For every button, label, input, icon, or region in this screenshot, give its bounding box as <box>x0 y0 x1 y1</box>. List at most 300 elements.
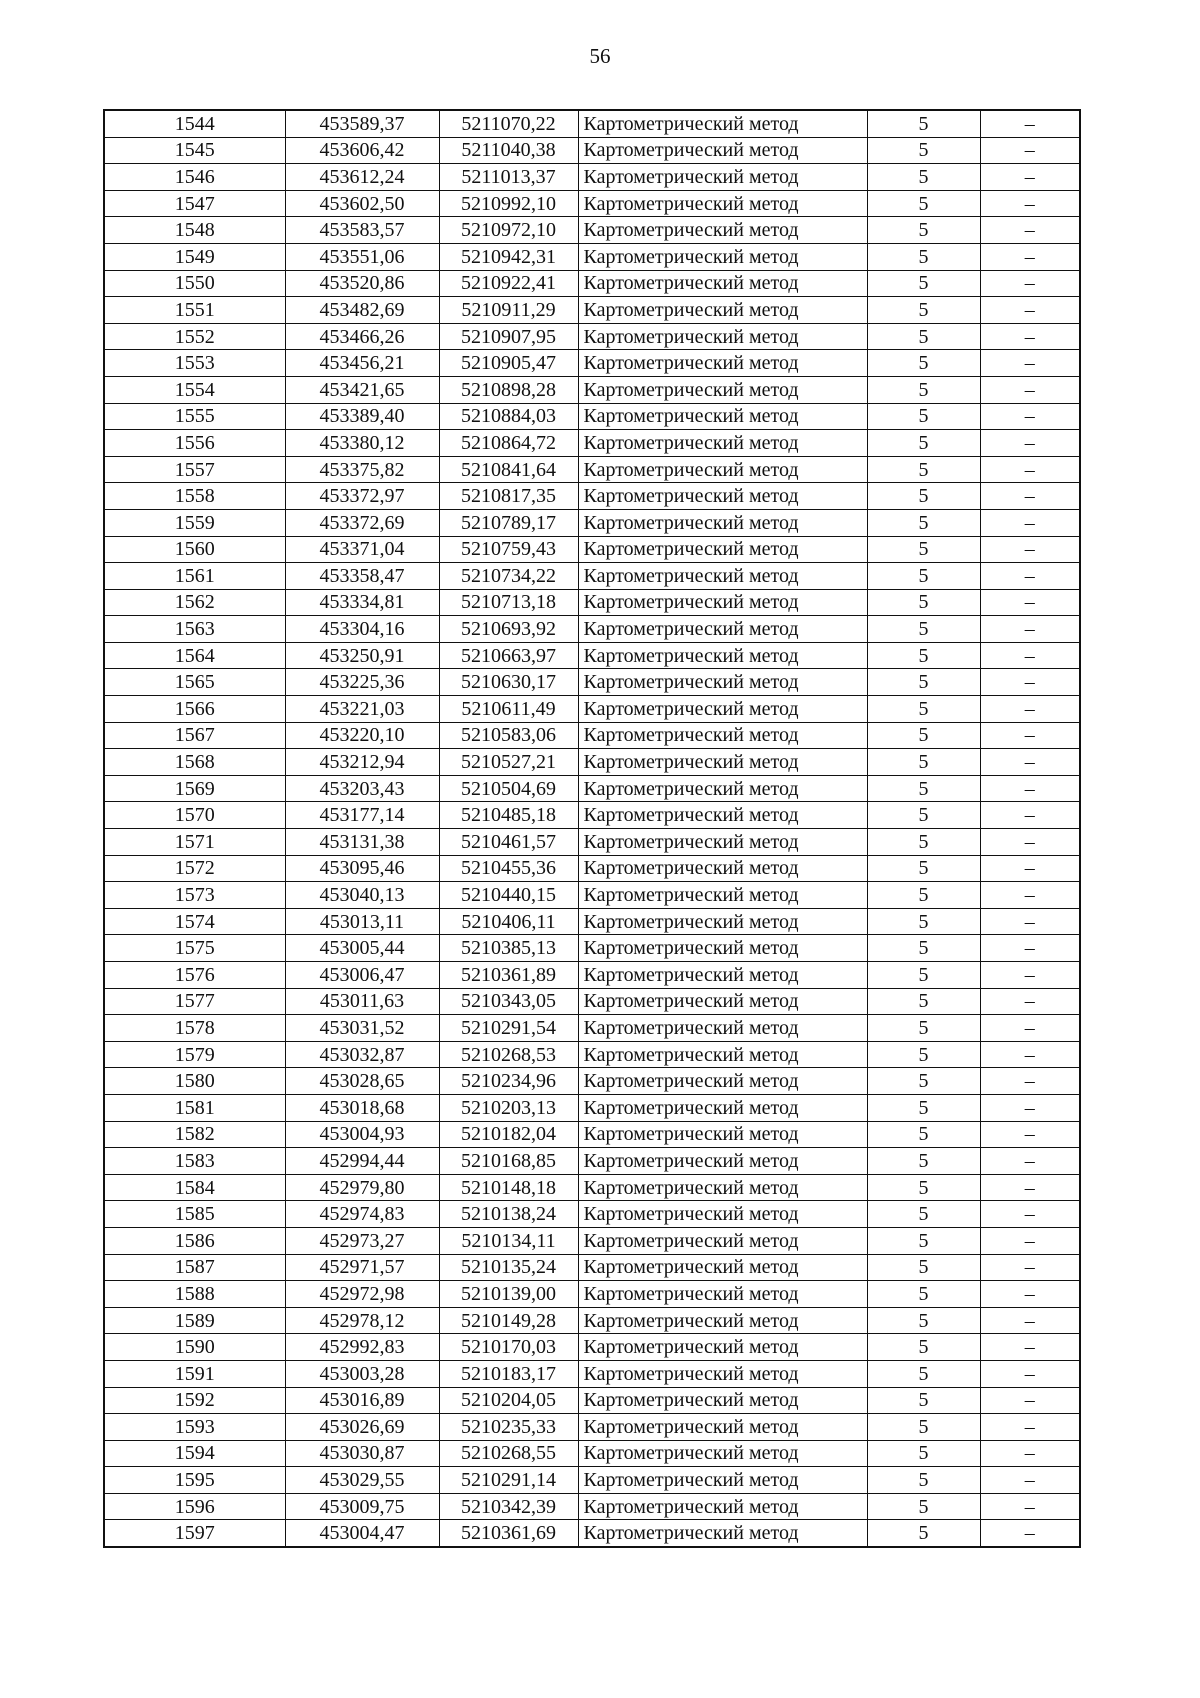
point-number-cell: 1572 <box>104 855 285 882</box>
note-cell: – <box>980 563 1080 590</box>
table-row <box>104 456 1080 483</box>
y-coordinate-cell: 5210922,41 <box>439 270 578 297</box>
x-coordinate-cell: 452994,44 <box>285 1148 439 1175</box>
table-row <box>104 1201 1080 1228</box>
point-number-cell: 1596 <box>104 1493 285 1520</box>
accuracy-cell: 5 <box>867 217 980 244</box>
method-cell: Картометрический метод <box>578 962 867 989</box>
table-row <box>104 1414 1080 1441</box>
point-number-cell: 1551 <box>104 297 285 324</box>
page-number: 56 <box>589 44 611 68</box>
note-cell: – <box>980 1440 1080 1467</box>
x-coordinate-cell: 453011,63 <box>285 988 439 1015</box>
method-cell: Картометрический метод <box>578 1467 867 1494</box>
point-number-cell: 1556 <box>104 430 285 457</box>
y-coordinate-cell: 5210611,49 <box>439 696 578 723</box>
y-coordinate-cell: 5210135,24 <box>439 1254 578 1281</box>
note-cell: – <box>980 1467 1080 1494</box>
table-row <box>104 430 1080 457</box>
table-row <box>104 323 1080 350</box>
y-coordinate-cell: 5210361,69 <box>439 1520 578 1547</box>
note-cell: – <box>980 1068 1080 1095</box>
accuracy-cell: 5 <box>867 243 980 270</box>
y-coordinate-cell: 5210789,17 <box>439 509 578 536</box>
y-coordinate-cell: 5210385,13 <box>439 935 578 962</box>
method-cell: Картометрический метод <box>578 323 867 350</box>
x-coordinate-cell: 453304,16 <box>285 616 439 643</box>
y-coordinate-cell: 5210734,22 <box>439 563 578 590</box>
table-row <box>104 1493 1080 1520</box>
point-number-cell: 1574 <box>104 908 285 935</box>
x-coordinate-cell: 453380,12 <box>285 430 439 457</box>
method-cell: Картометрический метод <box>578 1254 867 1281</box>
accuracy-cell: 5 <box>867 988 980 1015</box>
table-row <box>104 642 1080 669</box>
x-coordinate-cell: 453456,21 <box>285 350 439 377</box>
accuracy-cell: 5 <box>867 1015 980 1042</box>
y-coordinate-cell: 5210759,43 <box>439 536 578 563</box>
note-cell: – <box>980 1174 1080 1201</box>
table-row <box>104 589 1080 616</box>
point-number-cell: 1570 <box>104 802 285 829</box>
table-row <box>104 270 1080 297</box>
table-row <box>104 1307 1080 1334</box>
note-cell: – <box>980 1121 1080 1148</box>
accuracy-cell: 5 <box>867 829 980 856</box>
x-coordinate-cell: 453389,40 <box>285 403 439 430</box>
y-coordinate-cell: 5210134,11 <box>439 1227 578 1254</box>
accuracy-cell: 5 <box>867 775 980 802</box>
x-coordinate-cell: 453013,11 <box>285 908 439 935</box>
accuracy-cell: 5 <box>867 483 980 510</box>
method-cell: Картометрический метод <box>578 376 867 403</box>
table-row <box>104 722 1080 749</box>
point-number-cell: 1564 <box>104 642 285 669</box>
y-coordinate-cell: 5210485,18 <box>439 802 578 829</box>
table-row <box>104 110 1080 137</box>
accuracy-cell: 5 <box>867 509 980 536</box>
method-cell: Картометрический метод <box>578 696 867 723</box>
method-cell: Картометрический метод <box>578 1334 867 1361</box>
point-number-cell: 1582 <box>104 1121 285 1148</box>
point-number-cell: 1581 <box>104 1094 285 1121</box>
accuracy-cell: 5 <box>867 1121 980 1148</box>
point-number-cell: 1587 <box>104 1254 285 1281</box>
point-number-cell: 1550 <box>104 270 285 297</box>
point-number-cell: 1571 <box>104 829 285 856</box>
method-cell: Картометрический метод <box>578 137 867 164</box>
x-coordinate-cell: 453520,86 <box>285 270 439 297</box>
table-row <box>104 190 1080 217</box>
y-coordinate-cell: 5210907,95 <box>439 323 578 350</box>
accuracy-cell: 5 <box>867 403 980 430</box>
note-cell: – <box>980 430 1080 457</box>
table-row <box>104 243 1080 270</box>
accuracy-cell: 5 <box>867 589 980 616</box>
note-cell: – <box>980 669 1080 696</box>
point-number-cell: 1591 <box>104 1360 285 1387</box>
y-coordinate-cell: 5210663,97 <box>439 642 578 669</box>
y-coordinate-cell: 5210170,03 <box>439 1334 578 1361</box>
x-coordinate-cell: 452979,80 <box>285 1174 439 1201</box>
table-row <box>104 483 1080 510</box>
method-cell: Картометрический метод <box>578 110 867 137</box>
point-number-cell: 1561 <box>104 563 285 590</box>
x-coordinate-cell: 453004,47 <box>285 1520 439 1547</box>
x-coordinate-cell: 452992,83 <box>285 1334 439 1361</box>
x-coordinate-cell: 453095,46 <box>285 855 439 882</box>
method-cell: Картометрический метод <box>578 217 867 244</box>
x-coordinate-cell: 452978,12 <box>285 1307 439 1334</box>
x-coordinate-cell: 453583,57 <box>285 217 439 244</box>
accuracy-cell: 5 <box>867 1094 980 1121</box>
table-row <box>104 1281 1080 1308</box>
note-cell: – <box>980 350 1080 377</box>
note-cell: – <box>980 802 1080 829</box>
point-number-cell: 1546 <box>104 164 285 191</box>
note-cell: – <box>980 908 1080 935</box>
x-coordinate-cell: 453003,28 <box>285 1360 439 1387</box>
method-cell: Картометрический метод <box>578 935 867 962</box>
x-coordinate-cell: 453031,52 <box>285 1015 439 1042</box>
point-number-cell: 1560 <box>104 536 285 563</box>
accuracy-cell: 5 <box>867 350 980 377</box>
note-cell: – <box>980 1493 1080 1520</box>
x-coordinate-cell: 453212,94 <box>285 749 439 776</box>
table-row <box>104 1387 1080 1414</box>
y-coordinate-cell: 5210905,47 <box>439 350 578 377</box>
note-cell: – <box>980 1520 1080 1547</box>
accuracy-cell: 5 <box>867 749 980 776</box>
x-coordinate-cell: 453131,38 <box>285 829 439 856</box>
table-row <box>104 1360 1080 1387</box>
x-coordinate-cell: 453602,50 <box>285 190 439 217</box>
method-cell: Картометрический метод <box>578 1041 867 1068</box>
x-coordinate-cell: 453606,42 <box>285 137 439 164</box>
note-cell: – <box>980 616 1080 643</box>
x-coordinate-cell: 453334,81 <box>285 589 439 616</box>
method-cell: Картометрический метод <box>578 270 867 297</box>
note-cell: – <box>980 1254 1080 1281</box>
note-cell: – <box>980 1387 1080 1414</box>
method-cell: Картометрический метод <box>578 1068 867 1095</box>
accuracy-cell: 5 <box>867 669 980 696</box>
method-cell: Картометрический метод <box>578 749 867 776</box>
y-coordinate-cell: 5210942,31 <box>439 243 578 270</box>
x-coordinate-cell: 453372,69 <box>285 509 439 536</box>
method-cell: Картометрический метод <box>578 908 867 935</box>
note-cell: – <box>980 696 1080 723</box>
method-cell: Картометрический метод <box>578 642 867 669</box>
x-coordinate-cell: 453225,36 <box>285 669 439 696</box>
x-coordinate-cell: 452973,27 <box>285 1227 439 1254</box>
note-cell: – <box>980 456 1080 483</box>
method-cell: Картометрический метод <box>578 1493 867 1520</box>
method-cell: Картометрический метод <box>578 1121 867 1148</box>
method-cell: Картометрический метод <box>578 536 867 563</box>
table-row <box>104 1148 1080 1175</box>
accuracy-cell: 5 <box>867 1227 980 1254</box>
note-cell: – <box>980 243 1080 270</box>
y-coordinate-cell: 5210713,18 <box>439 589 578 616</box>
point-number-cell: 1585 <box>104 1201 285 1228</box>
method-cell: Картометрический метод <box>578 1307 867 1334</box>
method-cell: Картометрический метод <box>578 1174 867 1201</box>
x-coordinate-cell: 453482,69 <box>285 297 439 324</box>
accuracy-cell: 5 <box>867 164 980 191</box>
note-cell: – <box>980 935 1080 962</box>
table-row <box>104 1121 1080 1148</box>
point-number-cell: 1563 <box>104 616 285 643</box>
accuracy-cell: 5 <box>867 696 980 723</box>
y-coordinate-cell: 5210455,36 <box>439 855 578 882</box>
x-coordinate-cell: 453028,65 <box>285 1068 439 1095</box>
y-coordinate-cell: 5210204,05 <box>439 1387 578 1414</box>
x-coordinate-cell: 453358,47 <box>285 563 439 590</box>
y-coordinate-cell: 5210291,14 <box>439 1467 578 1494</box>
table-row <box>104 376 1080 403</box>
table-row <box>104 1094 1080 1121</box>
x-coordinate-cell: 453421,65 <box>285 376 439 403</box>
x-coordinate-cell: 453220,10 <box>285 722 439 749</box>
point-number-cell: 1580 <box>104 1068 285 1095</box>
table-row <box>104 350 1080 377</box>
accuracy-cell: 5 <box>867 642 980 669</box>
accuracy-cell: 5 <box>867 962 980 989</box>
point-number-cell: 1548 <box>104 217 285 244</box>
table-row <box>104 1334 1080 1361</box>
accuracy-cell: 5 <box>867 270 980 297</box>
table-row <box>104 829 1080 856</box>
x-coordinate-cell: 453612,24 <box>285 164 439 191</box>
method-cell: Картометрический метод <box>578 483 867 510</box>
y-coordinate-cell: 5210268,53 <box>439 1041 578 1068</box>
note-cell: – <box>980 829 1080 856</box>
y-coordinate-cell: 5210235,33 <box>439 1414 578 1441</box>
note-cell: – <box>980 1148 1080 1175</box>
table-row <box>104 935 1080 962</box>
point-number-cell: 1569 <box>104 775 285 802</box>
note-cell: – <box>980 403 1080 430</box>
table-row <box>104 137 1080 164</box>
method-cell: Картометрический метод <box>578 1414 867 1441</box>
point-number-cell: 1576 <box>104 962 285 989</box>
table-row <box>104 882 1080 909</box>
accuracy-cell: 5 <box>867 1068 980 1095</box>
method-cell: Картометрический метод <box>578 1201 867 1228</box>
table-row <box>104 164 1080 191</box>
point-number-cell: 1579 <box>104 1041 285 1068</box>
method-cell: Картометрический метод <box>578 350 867 377</box>
y-coordinate-cell: 5210139,00 <box>439 1281 578 1308</box>
table-row <box>104 1174 1080 1201</box>
point-number-cell: 1590 <box>104 1334 285 1361</box>
y-coordinate-cell: 5210527,21 <box>439 749 578 776</box>
note-cell: – <box>980 270 1080 297</box>
coordinates-table <box>103 109 1081 1548</box>
y-coordinate-cell: 5210148,18 <box>439 1174 578 1201</box>
y-coordinate-cell: 5210898,28 <box>439 376 578 403</box>
method-cell: Картометрический метод <box>578 882 867 909</box>
x-coordinate-cell: 452974,83 <box>285 1201 439 1228</box>
method-cell: Картометрический метод <box>578 829 867 856</box>
y-coordinate-cell: 5211070,22 <box>439 110 578 137</box>
note-cell: – <box>980 1094 1080 1121</box>
method-cell: Картометрический метод <box>578 403 867 430</box>
accuracy-cell: 5 <box>867 1254 980 1281</box>
method-cell: Картометрический метод <box>578 775 867 802</box>
y-coordinate-cell: 5210168,85 <box>439 1148 578 1175</box>
table-row <box>104 509 1080 536</box>
point-number-cell: 1545 <box>104 137 285 164</box>
note-cell: – <box>980 962 1080 989</box>
point-number-cell: 1577 <box>104 988 285 1015</box>
method-cell: Картометрический метод <box>578 1281 867 1308</box>
y-coordinate-cell: 5210440,15 <box>439 882 578 909</box>
point-number-cell: 1584 <box>104 1174 285 1201</box>
accuracy-cell: 5 <box>867 297 980 324</box>
note-cell: – <box>980 642 1080 669</box>
point-number-cell: 1555 <box>104 403 285 430</box>
x-coordinate-cell: 453375,82 <box>285 456 439 483</box>
method-cell: Картометрический метод <box>578 164 867 191</box>
point-number-cell: 1592 <box>104 1387 285 1414</box>
note-cell: – <box>980 722 1080 749</box>
point-number-cell: 1575 <box>104 935 285 962</box>
accuracy-cell: 5 <box>867 802 980 829</box>
accuracy-cell: 5 <box>867 1148 980 1175</box>
accuracy-cell: 5 <box>867 1414 980 1441</box>
x-coordinate-cell: 453372,97 <box>285 483 439 510</box>
y-coordinate-cell: 5210291,54 <box>439 1015 578 1042</box>
y-coordinate-cell: 5210361,89 <box>439 962 578 989</box>
note-cell: – <box>980 855 1080 882</box>
x-coordinate-cell: 452972,98 <box>285 1281 439 1308</box>
accuracy-cell: 5 <box>867 536 980 563</box>
x-coordinate-cell: 453177,14 <box>285 802 439 829</box>
note-cell: – <box>980 1414 1080 1441</box>
point-number-cell: 1589 <box>104 1307 285 1334</box>
x-coordinate-cell: 453004,93 <box>285 1121 439 1148</box>
note-cell: – <box>980 1015 1080 1042</box>
method-cell: Картометрический метод <box>578 1148 867 1175</box>
table-row <box>104 696 1080 723</box>
y-coordinate-cell: 5210138,24 <box>439 1201 578 1228</box>
note-cell: – <box>980 376 1080 403</box>
table-row <box>104 1520 1080 1547</box>
y-coordinate-cell: 5210203,13 <box>439 1094 578 1121</box>
x-coordinate-cell: 453203,43 <box>285 775 439 802</box>
accuracy-cell: 5 <box>867 616 980 643</box>
note-cell: – <box>980 1334 1080 1361</box>
method-cell: Картометрический метод <box>578 1520 867 1547</box>
table-row <box>104 669 1080 696</box>
method-cell: Картометрический метод <box>578 616 867 643</box>
point-number-cell: 1544 <box>104 110 285 137</box>
point-number-cell: 1586 <box>104 1227 285 1254</box>
table-row <box>104 403 1080 430</box>
table-row <box>104 1068 1080 1095</box>
accuracy-cell: 5 <box>867 1281 980 1308</box>
y-coordinate-cell: 5210149,28 <box>439 1307 578 1334</box>
note-cell: – <box>980 483 1080 510</box>
note-cell: – <box>980 589 1080 616</box>
x-coordinate-cell: 453029,55 <box>285 1467 439 1494</box>
x-coordinate-cell: 453551,06 <box>285 243 439 270</box>
y-coordinate-cell: 5210992,10 <box>439 190 578 217</box>
x-coordinate-cell: 453026,69 <box>285 1414 439 1441</box>
y-coordinate-cell: 5210583,06 <box>439 722 578 749</box>
point-number-cell: 1547 <box>104 190 285 217</box>
method-cell: Картометрический метод <box>578 802 867 829</box>
note-cell: – <box>980 190 1080 217</box>
y-coordinate-cell: 5210234,96 <box>439 1068 578 1095</box>
table-row <box>104 855 1080 882</box>
note-cell: – <box>980 509 1080 536</box>
y-coordinate-cell: 5210504,69 <box>439 775 578 802</box>
table-row <box>104 563 1080 590</box>
method-cell: Картометрический метод <box>578 509 867 536</box>
point-number-cell: 1578 <box>104 1015 285 1042</box>
method-cell: Картометрический метод <box>578 563 867 590</box>
y-coordinate-cell: 5211040,38 <box>439 137 578 164</box>
note-cell: – <box>980 1201 1080 1228</box>
point-number-cell: 1549 <box>104 243 285 270</box>
accuracy-cell: 5 <box>867 908 980 935</box>
x-coordinate-cell: 453250,91 <box>285 642 439 669</box>
x-coordinate-cell: 453040,13 <box>285 882 439 909</box>
table-row <box>104 536 1080 563</box>
x-coordinate-cell: 453030,87 <box>285 1440 439 1467</box>
y-coordinate-cell: 5210630,17 <box>439 669 578 696</box>
method-cell: Картометрический метод <box>578 1015 867 1042</box>
point-number-cell: 1597 <box>104 1520 285 1547</box>
point-number-cell: 1558 <box>104 483 285 510</box>
table-row <box>104 1041 1080 1068</box>
accuracy-cell: 5 <box>867 855 980 882</box>
y-coordinate-cell: 5210841,64 <box>439 456 578 483</box>
point-number-cell: 1559 <box>104 509 285 536</box>
note-cell: – <box>980 1041 1080 1068</box>
accuracy-cell: 5 <box>867 935 980 962</box>
y-coordinate-cell: 5210884,03 <box>439 403 578 430</box>
note-cell: – <box>980 882 1080 909</box>
y-coordinate-cell: 5210182,04 <box>439 1121 578 1148</box>
table-row <box>104 1467 1080 1494</box>
point-number-cell: 1583 <box>104 1148 285 1175</box>
accuracy-cell: 5 <box>867 563 980 590</box>
accuracy-cell: 5 <box>867 1174 980 1201</box>
y-coordinate-cell: 5210693,92 <box>439 616 578 643</box>
method-cell: Картометрический метод <box>578 1094 867 1121</box>
note-cell: – <box>980 110 1080 137</box>
accuracy-cell: 5 <box>867 1334 980 1361</box>
point-number-cell: 1553 <box>104 350 285 377</box>
table-row <box>104 908 1080 935</box>
y-coordinate-cell: 5210817,35 <box>439 483 578 510</box>
x-coordinate-cell: 453589,37 <box>285 110 439 137</box>
note-cell: – <box>980 217 1080 244</box>
note-cell: – <box>980 1360 1080 1387</box>
table-row <box>104 616 1080 643</box>
y-coordinate-cell: 5210864,72 <box>439 430 578 457</box>
accuracy-cell: 5 <box>867 1041 980 1068</box>
table-row <box>104 962 1080 989</box>
method-cell: Картометрический метод <box>578 855 867 882</box>
accuracy-cell: 5 <box>867 722 980 749</box>
method-cell: Картометрический метод <box>578 1387 867 1414</box>
accuracy-cell: 5 <box>867 110 980 137</box>
